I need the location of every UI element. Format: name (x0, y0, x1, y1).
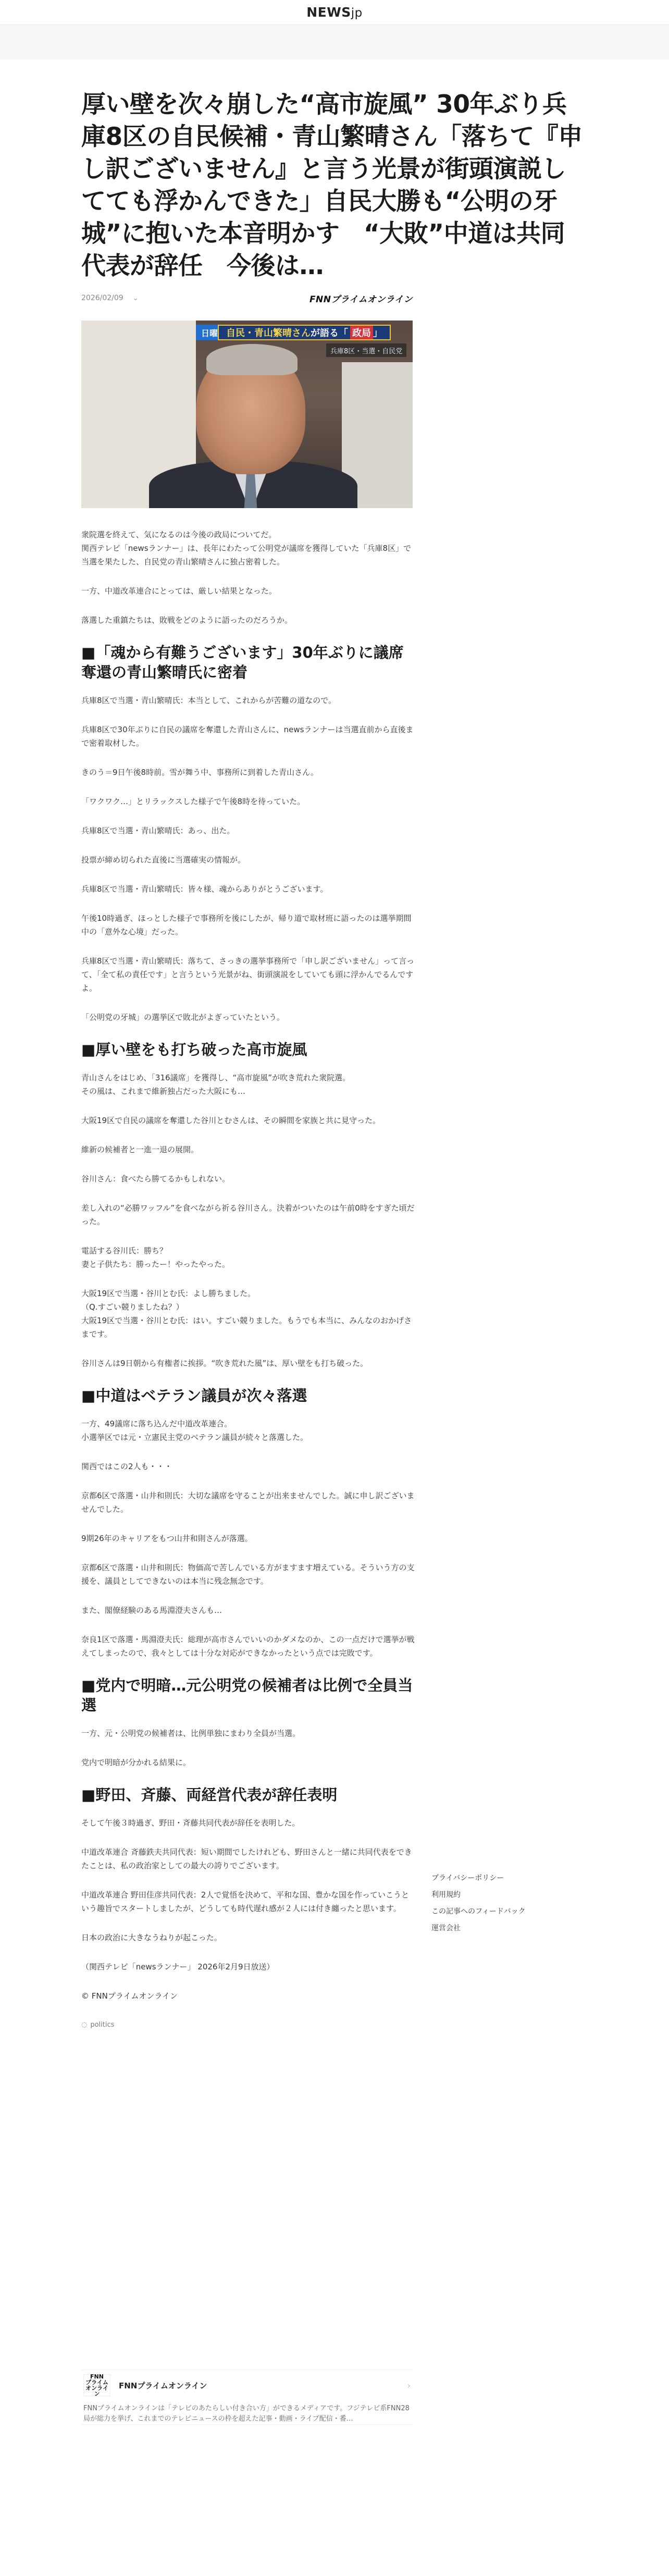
body-paragraph: 谷川さん：食べたら勝てるかもしれない。 (81, 1174, 230, 1184)
section-heading: ■「魂から有難うございます」30年ぶりに議席奪還の青山繁晴氏に密着 (81, 644, 404, 681)
hero-image (81, 321, 413, 508)
body-paragraph: 中道改革連合 野田佳彦共同代表：2人で覚悟を決めて、平和な国、豊かな国を作っていこうという趣旨でスタートしましたが、どうしても時代遅れ感が２人には付き纏ったと思います。 (81, 1890, 410, 1913)
chevron-right-icon[interactable]: › (407, 2380, 411, 2390)
body-paragraph: （関西テレビ「newsランナー」 2026年2月9日放送） (81, 1962, 275, 1971)
body-paragraph: 維新の候補者と一進一退の展開。 (81, 1145, 199, 1154)
tag-label: politics (90, 2021, 115, 2029)
body-paragraph: 兵庫8区で当選・青山繁晴氏：あっ、出た。 (81, 826, 235, 835)
body-paragraph: 差し入れの“必勝ワッフル”を食べながら祈る谷川さん。決着がついたのは午前0時をすぎた頃だった。 (81, 1203, 415, 1226)
body-paragraph: 京都6区で落選・山井和則氏：物価高で苦しんでいる方がますます増えている。そういう方の支援を、議員としてできないのは本当に残念無念です。 (81, 1563, 415, 1586)
date-wrap (81, 294, 139, 302)
logo-suffix-text: jp (351, 6, 363, 20)
body-paragraph: 奈良1区で落選・馬淵澄夫氏：総理が高市さんでいいのかダメなのか、この一点だけで選挙が戦えてしまったので、我々としては十分な対応ができなかったという点では完敗です。 (81, 1635, 415, 1658)
section-heading: ■厚い壁をも打ち破った高市旋風 (81, 1041, 307, 1058)
body-paragraph: 衆院選を終えて、気になるのは今後の政局についてだ。 関西テレビ「newsランナー」は、長年にわたって公明党が議席を獲得していた「兵庫8区」で当選を果たした、自民党の青山繁晴さんに独占密着した。 (81, 530, 412, 566)
body-paragraph: 中道改革連合 斉藤鉄夫共同代表：短い期間でしたけれども、野田さんと一緒に共同代表をできたことは、私の政治家としての最大の誇りでございます。 (81, 1847, 412, 1870)
section-heading: ■党内で明暗…元公明党の候補者は比例で全員当選 (81, 1677, 413, 1714)
publisher-description: FNNプライムオンラインは「テレビのあたらしい付き合い方」ができるメディアです。フジテレビ系FNN28局が総力を挙げ、これまでのテレビニュースの枠を超えた記事・動画・ライブ配信・番… (83, 2405, 410, 2423)
body-paragraph: 「公明党の牙城」の選挙区で敗北がよぎっていたという。 (81, 1013, 285, 1022)
body-paragraph: 日本の政治に大きなうねりが起こった。 (81, 1933, 222, 1942)
body-paragraph: 落選した重鎮たちは、敗戦をどのように語ったのだろうか。 (81, 615, 293, 625)
section-heading: ■中道はベテラン議員が次々落選 (81, 1387, 307, 1404)
top-bar (0, 0, 669, 25)
body-paragraph: 一方、元・公明党の候補者は、比例単独にまわり全員が当選。 (81, 1729, 301, 1738)
body-paragraph: 「ワクワク…」とリラックスした様子で午後8時を待っていた。 (81, 797, 305, 806)
body-paragraph: 投票が締め切られた直後に当選確実の情報が。 (81, 855, 246, 865)
body-paragraph: そして午後３時過ぎ、野田・斉藤共同代表が辞任を表明した。 (81, 1818, 300, 1828)
publisher-badge: FNN プライム オンライン (83, 2374, 110, 2396)
hero-live-tag: 日曜 (196, 325, 223, 340)
body-paragraph: 関西ではこの2人も・・・ (81, 1462, 172, 1471)
body-paragraph: 大阪19区で当選・谷川とむ氏：よし勝ちました。 （Q.すごい競りましたね？） 大阪19区で当選・谷川とむ氏：はい。すごい競りました。もうでも本当に、みんなのおかげさまです。 (81, 1289, 412, 1339)
chevron-down-icon[interactable]: ⌄ (132, 294, 139, 302)
body-paragraph: 兵庫8区で当選・青山繁晴氏：本当として、これからが苦難の道なので。 (81, 696, 336, 705)
tag-row[interactable] (81, 2018, 415, 2032)
side-link[interactable]: 利用規約 (431, 1891, 461, 1899)
article-title: 厚い壁を次々崩した“高市旋風” 30年ぶり兵庫8区の自民候補・青山繁晴さん「落ちて『申し訳ございません』と言う光景が街頭演説してても浮かんできた」自民大勝も“公明の牙城”に抱いた本音明かす “大敗”中道は共同代表が辞任 今後は… (81, 90, 583, 280)
hero-hair (206, 344, 298, 375)
hero-caption-topic: 政局 (350, 326, 373, 339)
article-body (81, 528, 415, 2032)
publish-date: 2026/02/09 (81, 294, 123, 302)
side-link[interactable]: この記事へのフィードバック (431, 1907, 526, 1916)
logo-main-text: NEWS (306, 5, 351, 20)
body-paragraph: 兵庫8区で当選・青山繁晴氏：落ちて、さっきの選挙事務所で「申し訳ございません」って言って、「全て私の責任です」と言うという光景がね、街頭演説をしていても頭に浮かんでるんですよ。 (81, 956, 415, 993)
hero-sub-caption: 兵庫8区・当選・自民党 (326, 343, 406, 357)
body-paragraph: 青山さんをはじめ、「316議席」を獲得し、“高市旋風”が吹き荒れた衆院選。 その風は、これまで維新独占だった大阪にも… (81, 1073, 351, 1096)
body-paragraph: 午後10時過ぎ、ほっとした様子で事務所を後にしたが、帰り道で取材班に語ったのは選挙期間中の「意外な心境」だった。 (81, 914, 412, 936)
publisher-row[interactable] (81, 2370, 413, 2400)
body-paragraph: 兵庫8区で当選・青山繁晴氏：皆々様、魂からありがとうございます。 (81, 884, 328, 894)
tag-icon: ◌ (81, 2021, 88, 2029)
body-paragraph: 兵庫8区で30年ぶりに自民の議席を奪還した青山さんに、newsランナーは当選直前から直後まで密着取材した。 (81, 725, 414, 748)
side-link[interactable]: プライバシーポリシー (431, 1874, 504, 1882)
body-paragraph: 谷川さんは9日朝から有権者に挨拶。“吹き荒れた風”は、厚い壁をも打ち破った。 (81, 1359, 368, 1368)
body-paragraph: また、閣僚経験のある馬淵澄夫さんも… (81, 1606, 222, 1615)
body-paragraph: © FNNプライムオンライン (81, 1991, 178, 2001)
header-spacer (0, 25, 669, 59)
side-link[interactable]: 運営会社 (431, 1924, 461, 1932)
body-paragraph: 大阪19区で自民の議席を奪還した谷川とむさんは、その瞬間を家族と共に見守った。 (81, 1116, 381, 1125)
body-paragraph: きのう＝9日午後8時前。雪が舞う中、事務所に到着した青山さん。 (81, 768, 318, 777)
body-paragraph: 一方、中道改革連合にとっては、厳しい結果となった。 (81, 586, 277, 596)
body-paragraph: 9期26年のキャリアをもつ山井和則さんが落選。 (81, 1534, 253, 1543)
hero-caption-name: 自民・青山繁晴さん (226, 328, 311, 339)
body-paragraph: 党内で明暗が分かれる結果に。 (81, 1758, 191, 1767)
hero-caption-close: 」 (373, 328, 382, 339)
section-heading: ■野田、斉藤、両経営代表が辞任表明 (81, 1786, 338, 1804)
article-meta (81, 292, 413, 304)
source-logo[interactable]: FNNプライムオンライン (309, 294, 413, 305)
body-paragraph: 京都6区で落選・山井和則氏：大切な議席を守ることが出来ませんでした。誠に申し訳ございませんでした。 (81, 1491, 415, 1514)
publisher-name: FNNプライムオンライン (119, 2381, 207, 2390)
publisher-card[interactable] (81, 2370, 413, 2425)
side-links (431, 1870, 567, 1937)
body-paragraph: 一方、49議席に落ち込んだ中道改革連合。 小選挙区では元・立憲民主党のベテラン議員が続々と落選した。 (81, 1419, 308, 1442)
site-logo[interactable] (306, 5, 363, 20)
hero-caption (218, 325, 391, 340)
body-paragraph: 電話する谷川氏：勝ち？ 妻と子供たち：勝ったー！やったやった。 (81, 1246, 230, 1269)
hero-caption-rest: が語る「 (311, 328, 348, 339)
